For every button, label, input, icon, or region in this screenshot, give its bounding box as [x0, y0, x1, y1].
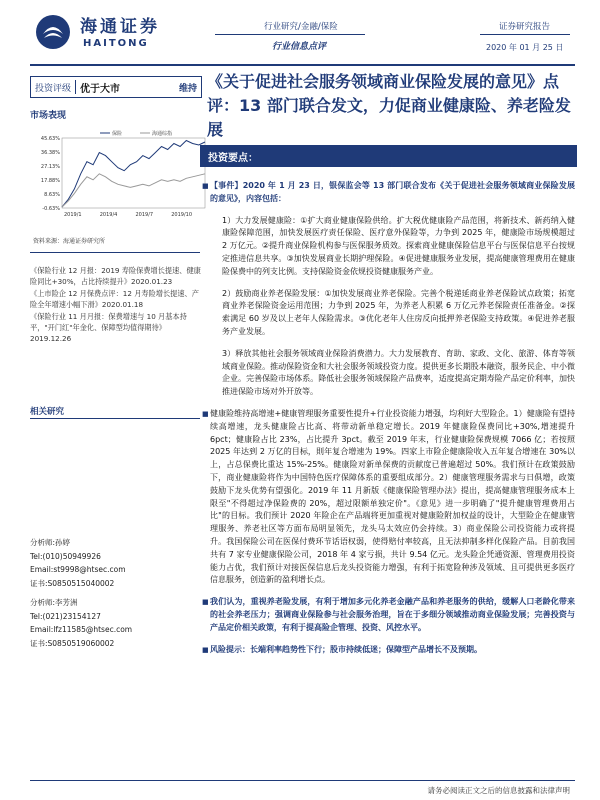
logo-text-en: HAITONG: [83, 38, 149, 49]
risk-paragraph: [202, 644, 575, 657]
x-tick-label: 2019/1: [64, 212, 82, 218]
analyst-email[interactable]: Email:lfz11585@htsec.com: [30, 625, 133, 634]
logo-text-cn: 海通证券: [80, 17, 160, 37]
legend-label: 海通综指: [152, 131, 173, 137]
view-paragraph: [202, 596, 575, 634]
x-tick-label: 2019/10: [171, 212, 193, 218]
header-divider-right: [480, 34, 570, 35]
footer-disclaimer: 请务必阅读正文之后的信息披露和法律声明: [427, 786, 570, 795]
related-title: 相关研究: [30, 407, 65, 417]
market-title: 市场表现: [30, 111, 67, 121]
analysis-text: 健康险维持高增速+健康管理服务重要性提升+行业投资能力增强，均利好大型险企。1）健康险有望持续高增速，龙头健康险占比高、将带动新单稳定增长。2019 年健康险保费同比+30%,增速提升 6pct；健康险占比 23%，占比提升 3pct。截至 2019 年末，行业健康险保费规模 7066 亿；若按照 2025 年达到 2 万亿的目标，則年复合增速为 19%。四家上市险企健康险收入五年复合增速在 30%以上，占总保费比重达 15%-25%。健康险对新单保费的贡献度已普遍超过 50%。我们预计在政策鼓励下，商业健康险将作为中国特色医疗保障体系的重要组成部分。2）健康管理服务需求与日俱增，政策鼓励下龙头优势有望强化。2019 年 11 月新版《健康保险管理办法》提出，提高健康管理服务成本上限至"不得超过净保险费的 20%，超过限额单独定价"。《意见》进一步明确了"提升健康管理费用占比"的目标。我们预计 2020 年险企在产品端将更加重视对健康险附加权益的设计，大型险企在健康管理服务、养老社区等方面布局明显领先，龙头马太效应仍会持续。3）商业保险公司投资能力或将提升。我国保险公司在医保付费环节话语权弱，使得赔付率较高，且无法抑制多样化保险产品。目前我国共有 7 家专业健康保险公司，2018 年 4 家亏损，共计 9.54 亿元。龙头险企凭通资源、管理费用投资能力占优，我们预计对接医保信息后龙头投资能力增强，有利于拓宽险种涉及领域、且可提供更多医疗信息服务，创造新的盈利增长点。: [210, 408, 575, 585]
analyst-name: 分析师:孙婷: [30, 538, 71, 547]
y-tick-label: 45.63%: [40, 136, 60, 142]
points-title: 投资要点：: [208, 153, 258, 164]
series-line-0: [62, 141, 205, 208]
analyst-info: [30, 536, 200, 650]
rating-trend: 维持: [178, 83, 197, 94]
x-tick-label: 2019/7: [135, 212, 154, 218]
related-report[interactable]: 《保险行业 11 月月报：保费增速与 10 月基本持平，"开门红"年金化、保障型均值得期待》2019.12.26: [30, 312, 187, 343]
left-rule: [30, 252, 200, 253]
header-date: 2020 年 01 月 25 日: [486, 43, 564, 52]
y-tick-label: 17.88%: [40, 178, 60, 184]
y-tick-label: 27.13%: [40, 164, 60, 170]
left-rule-2: [30, 418, 200, 419]
footer-rule: [30, 780, 575, 781]
rating-label: 投资评级: [35, 83, 72, 94]
y-tick-label: -0.63%: [42, 206, 60, 212]
analyst-tel: Tel:(021)23154127: [30, 611, 101, 621]
x-tick-label: 2019/4: [99, 212, 118, 218]
header-rule: [30, 64, 575, 66]
legend-label: 保险: [112, 131, 123, 137]
bullet-icon: ■: [202, 409, 209, 418]
analyst-cert: 证书:S0850515040002: [30, 578, 115, 588]
series-line-1: [62, 174, 205, 207]
report-body: [202, 180, 575, 665]
event-paragraph: [202, 180, 575, 206]
risk-text: 风险提示：长端利率趋势性下行；股市持续低迷；保障型产品增长不及预期。: [210, 644, 482, 654]
chart-frame: [62, 138, 205, 208]
analyst-email[interactable]: Email:st9998@htsec.com: [30, 565, 126, 574]
analysis-paragraph: [202, 408, 575, 587]
market-chart: [30, 126, 210, 224]
report-title: 《关于促进社会服务领域商业保险发展的意见》点评：13 部门联合发文，力促商业健康险、养老险发展: [207, 72, 571, 139]
chart-source: 资料来源：海通证券研究所: [33, 238, 106, 245]
header-divider: [215, 34, 365, 35]
paragraph-other: 3）释放其他社会服务领域商业保险消费潜力。大力发展教育、育助、家政、文化、旅游、体育等领域商业保险。推动保险资金和大社会服务领域投资力度。提供更多长期股本融资，服务民企、中小微企业。完善保险市场体系。降低社会服务领域保险产品费率，适度提高定期寿险产品定价利率，加快推进保险市场对外开放等。: [222, 348, 575, 397]
paragraph-health: 1）大力发展健康险：①扩大商业健康保险供给。扩大税优健康险产品范围，将新技术、新药纳入健康险保障范围，加快发展医疗责任保险、医疗意外保险等，力争到 2025 年，健康险市场规模超过 2 万亿元。②提升商业保险机构参与医保服务质效。探索商业健康保险信息平台与医保信息平台按规定推进信息共享。③加快发展商业长期护理保险。④促进健康服务业发展，提高健康管理费用在健康险保费中的列支比例。支持保险资金依规投资健康服务产业。: [222, 215, 575, 276]
y-tick-label: 8.63%: [44, 192, 60, 198]
rating-box: [30, 76, 202, 98]
analyst-tel: Tel:(010)50949926: [30, 551, 101, 561]
header-report-type: 行业信息点评: [272, 42, 327, 52]
y-tick-label: 36.38%: [40, 150, 60, 156]
related-report[interactable]: 《保险行业 12 月报：2019 寿险保费增长提速、健康险同比+30%，占比持续提升》2020.01.23: [30, 266, 201, 286]
analyst-name: 分析师:李芳洲: [30, 598, 78, 607]
analyst-cert: 证书:S0850519060002: [30, 638, 115, 648]
header-report-label: 证券研究报告: [499, 22, 551, 32]
related-report[interactable]: 《上市险企 12 月保费点评：12 月寿险增长提速、产险全年增速小幅下滑》2020.01.18: [30, 289, 199, 309]
related-reports: [30, 265, 202, 345]
view-text: 我们认为，重视养老险发展，有利于增加多元化养老金融产品和养老服务的供给，缓解人口老龄化带来的社会养老压力；强调商业保险参与社会服务治理，旨在于多细分领域推动商业保险发展；完善投资与产品定价相关政策，有利于提高险企管理、投资、风控水平。: [210, 597, 575, 632]
bullet-icon: ■: [202, 598, 209, 607]
bullet-icon: ■: [202, 645, 209, 654]
header-category: 行业研究/金融/保险: [264, 22, 338, 32]
paragraph-pension: 2）鼓励商业养老保险发展：①加快发展商业养老保险。完善个税递延商业养老保险试点政策；拓宽商业养老保险资金运用范围；力争到 2025 年，为养老人积累 6 万亿元养老保险责任准备金。②探索满足 60 岁及以上老年人保险需求。③优化老年人住房反向抵押养老保险支持政策。④促进养老服务产业发展。: [222, 288, 575, 336]
logo-icon: [35, 14, 71, 50]
rating-value: 优于大市: [80, 83, 121, 95]
event-text: 【事件】2020 年 1 月 23 日，银保监会等 13 部门联合发布《关于促进社会服务领域商业保险发展的意见》，内容包括：: [210, 181, 575, 203]
bullet-icon: ■: [202, 182, 209, 190]
